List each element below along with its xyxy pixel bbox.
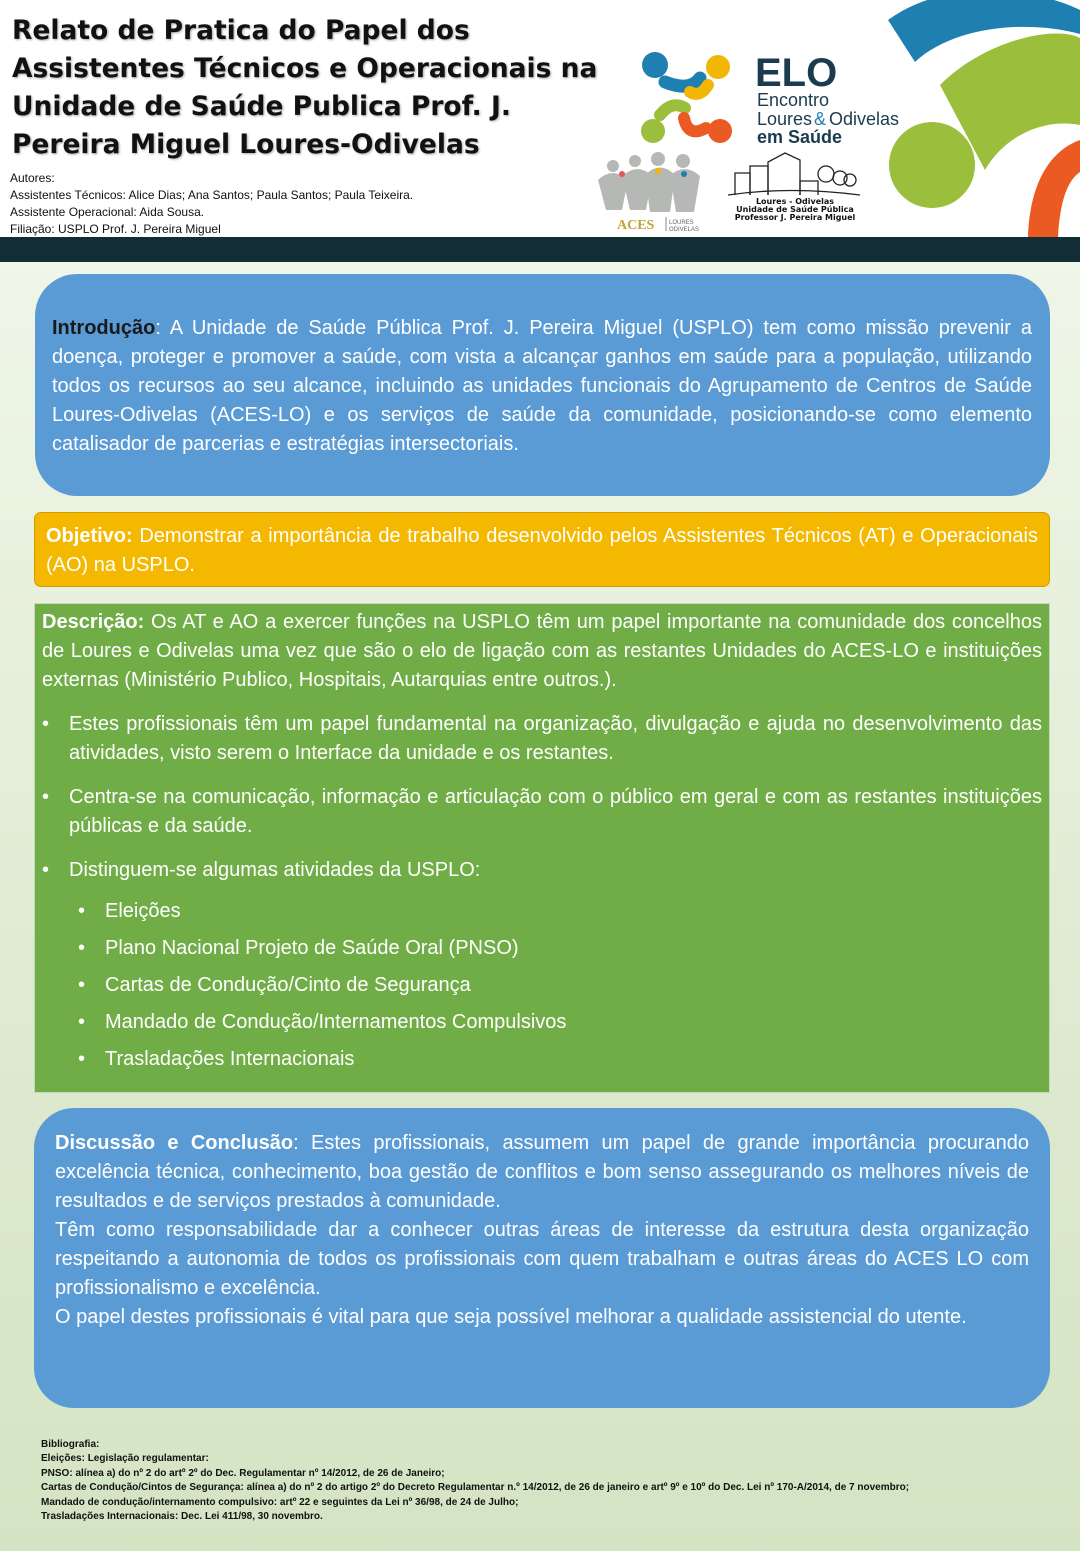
activity-item: • Trasladações Internacionais (42, 1041, 1042, 1078)
introduction-label: Introdução (52, 317, 156, 339)
activity-item: • Cartas de Condução/Cinto de Segurança (42, 967, 1042, 1004)
discussion-label: Discussão e Conclusão (55, 1132, 294, 1154)
discussion-paragraph-2: Têm como responsabilidade dar a conhecer outras áreas de interesse da estrutura desta organização respeitando a autonomia de todos os profissionais com quem trabalham e outras áreas do ACES LO com profissionalismo e excelência. (55, 1219, 1029, 1299)
introduction-box (35, 274, 1050, 496)
discussion-paragraph-1 (55, 1129, 1029, 1216)
activity-item: • Eleições (42, 893, 1042, 930)
bibliography (41, 1438, 1051, 1524)
usp-logo (0, 0, 1080, 237)
header (0, 0, 1080, 237)
elo-logo-name: ELO (755, 51, 838, 95)
aces-logo-name: ACES (617, 218, 655, 233)
description-box (34, 603, 1050, 1093)
bibliography-entry: Trasladações Internacionais: Dec. Lei 411/98, 30 novembro. (41, 1511, 323, 1523)
bibliography-entry: Mandado de condução/internamento compulsivo: artº 22 e seguintes da Lei nº 36/98, de 24 de Julho; (41, 1496, 519, 1508)
bibliography-heading: Bibliografia: (41, 1439, 100, 1450)
discussion-text-1: : Estes profissionais, assumem um papel de grande importância procurando excelência técnica, conhecimento, boa gestão de conflitos e bom senso assegurando os melhores níveis de resultados e de serviços prestados à comunidade. (55, 1132, 1029, 1212)
elo-logo-line1: Encontro (757, 90, 830, 110)
introduction-text: : A Unidade de Saúde Pública Prof. J. Pereira Miguel (USPLO) tem como missão prevenir a doença, proteger e promover a saúde, com vista a alcançar ganhos em saúde para a população, utilizando todos os recursos ao seu alcance, incluindo as unidades funcionais do Agrupamento de Centros de Saúde Loures-Odivelas (ACES-LO) e os serviços de saúde da comunidade, posicionando-se como elemento catalisador de parcerias e estratégias intersectoriais. (52, 317, 1032, 455)
description-paragraph (42, 608, 1042, 695)
usp-skyline-icon (728, 153, 860, 195)
objective-box (34, 512, 1050, 587)
poster-title: Relato de Pratica do Papel dos Assistentes Técnicos e Operacionais na Unidade de Saúde Publica Prof. J. Pereira Miguel Loures-Odivelas (12, 15, 598, 160)
usp-logo-line3: Professor J. Pereira Miguel (734, 213, 856, 222)
objective-label: Objetivo: (46, 525, 133, 547)
description-bullet: • Centra-se na comunicação, informação e articulação com o público em geral e com as restantes instituições públicas e da saúde. (42, 783, 1042, 841)
aces-logo-sub1: LOURES (669, 220, 694, 226)
activity-item: • Mandado de Condução/Internamentos Compulsivos (42, 1004, 1042, 1041)
elo-logo-ampersand: & (814, 109, 827, 129)
discussion-box (34, 1108, 1050, 1408)
description-bullet: • Distinguem-se algumas atividades da USPLO: (42, 856, 1042, 885)
bibliography-entry: Eleições: Legislação regulamentar: (41, 1453, 209, 1465)
authors-heading: Autores: (10, 171, 55, 185)
activities-list (42, 893, 1042, 1078)
authors-operational: Assistente Operacional: Aida Sousa. (10, 205, 205, 219)
description-text: Os AT e AO a exercer funções na USPLO têm um papel importante na comunidade dos concelhos de Loures e Odivelas uma vez que são o elo de ligação com as restantes Unidades do ACES-LO e instituições externas (Ministério Publico, Hospitais, Autarquias entre outros.). (42, 611, 1042, 691)
elo-logo-line3: em Saúde (757, 127, 843, 147)
discussion-paragraph-3: O papel destes profissionais é vital para que seja possível melhorar a qualidade assistencial do utente. (55, 1306, 967, 1328)
aces-logo-sub2: ODIVELAS (669, 227, 700, 233)
authors-technical: Assistentes Técnicos: Alice Dias; Ana Santos; Paula Santos; Paula Teixeira. (10, 188, 414, 202)
usp-logo-line1: Loures - Odivelas (755, 197, 835, 206)
objective-text: Demonstrar a importância de trabalho desenvolvido pelos Assistentes Técnicos (AT) e Operacionais (AO) na USPLO. (46, 525, 1038, 576)
header-divider-band (0, 237, 1080, 262)
activity-item: • Plano Nacional Projeto de Saúde Oral (PNSO) (42, 930, 1042, 967)
bibliography-entry: PNSO: alínea a) do nº 2 do artº 2º do Dec. Regulamentar nº 14/2012, de 26 de Janeiro; (41, 1467, 445, 1479)
authors-affiliation: Filiação: USPLO Prof. J. Pereira Miguel (10, 222, 221, 236)
description-label: Descrição: (42, 611, 145, 633)
bibliography-entry: Cartas de Condução/Cintos de Segurança: alínea a) do nº 2 do artigo 2º do Decreto Regulamentar n.º 14/2012, de 26 de janeiro e artº 9º e 10º do Dec. Lei nº 170-A/2014, de 7 novembro; (41, 1482, 910, 1494)
elo-logo-line2a: Loures (757, 109, 813, 129)
usp-logo-line2: Unidade de Saúde Pública (736, 205, 854, 214)
description-bullet: • Estes profissionais têm um papel fundamental na organização, divulgação e ajuda no desenvolvimento das atividades, visto serem o Interface da unidade e os restantes. (42, 710, 1042, 768)
elo-logo-line2b: Odivelas (829, 109, 900, 129)
